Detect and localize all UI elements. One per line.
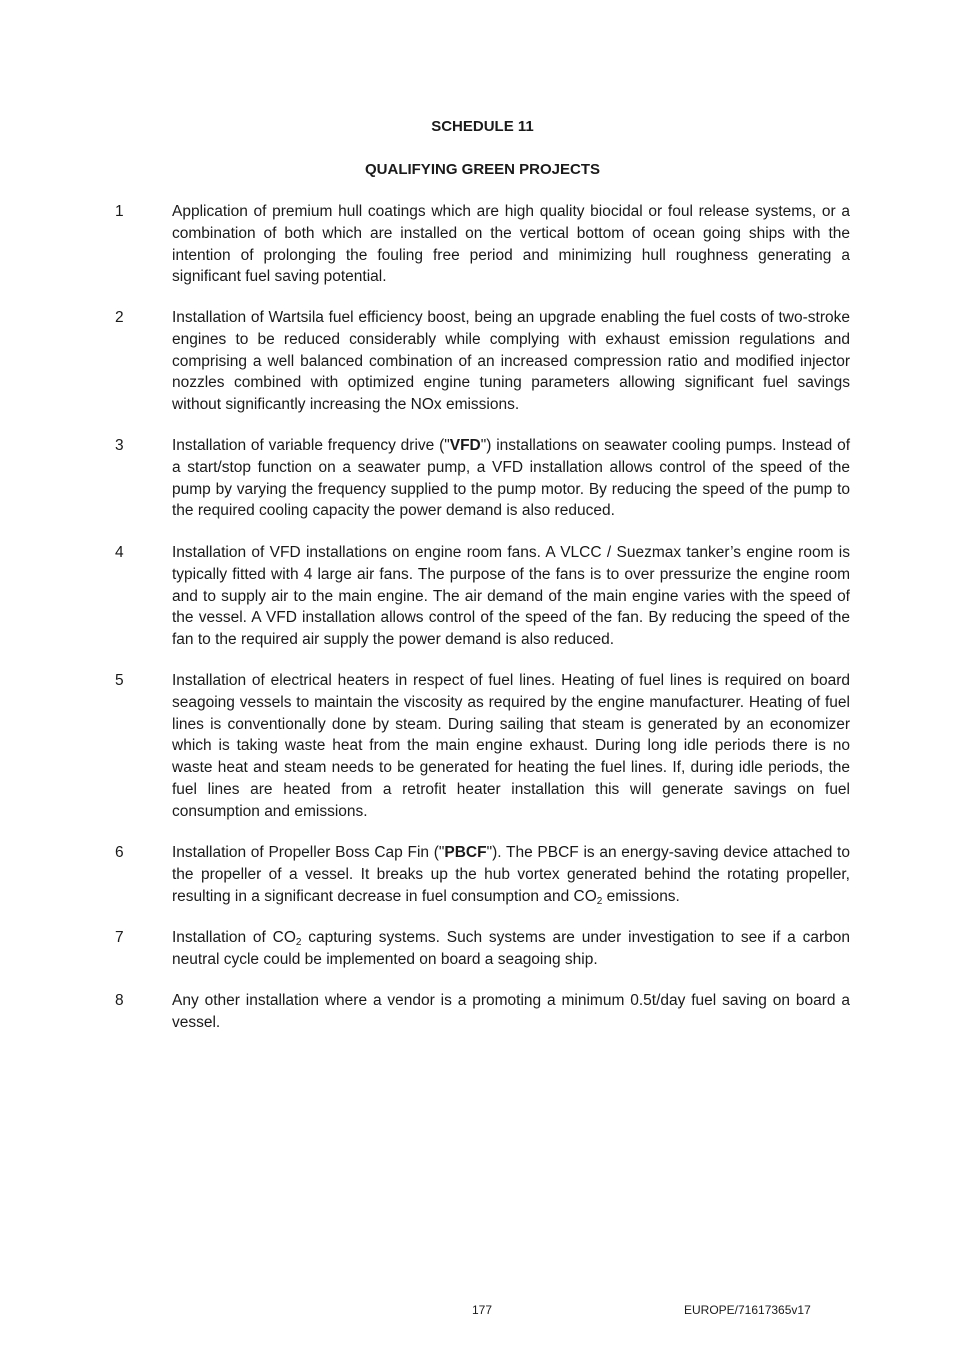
item-number: 7 xyxy=(115,929,124,946)
item-text xyxy=(172,927,850,971)
item-text: Installation of Wartsila fuel efficiency boost, being an upgrade enabling the fuel costs of two-stroke engines to be reduced considerably while complying with exhaust emission regulations and comprising a well balanced combination of an increased compression ratio and modified injector nozzles combined with optimized engine tuning parameters allowing significant fuel savings without significantly increasing the NOx emissions. xyxy=(172,309,850,414)
item-text xyxy=(172,435,850,522)
item-number: 5 xyxy=(115,672,124,689)
item-number: 6 xyxy=(115,844,124,861)
item-number: 3 xyxy=(115,437,124,454)
item-text: Any other installation where a vendor is a promoting a minimum 0.5t/day fuel saving on board a vessel. xyxy=(172,992,850,1031)
defined-term: VFD xyxy=(449,437,481,454)
item-text-part: ") installations on seawater cooling pumps. Instead of a start/stop function on a seawater pump, a VFD installation allows control of the speed of the pump by varying the frequency supplied to the pump motor. By reducing the speed of the pump to the required cooling capacity the power demand is also reduced. xyxy=(172,437,851,520)
defined-term: PBCF xyxy=(444,844,487,861)
document-reference: EUROPE/71617365v17 xyxy=(684,1303,811,1317)
subscript: 2 xyxy=(295,937,302,948)
item-number: 2 xyxy=(115,309,124,326)
item-text: Installation of VFD installations on engine room fans. A VLCC / Suezmax tanker’s engine room is typically fitted with 4 large air fans. The purpose of the fans is to over pressurize the engine room and to supply air to the main engine. The air demand of the main engine varies with the speed of the vessel. A VFD installation allows control of the speed of the fan. By reducing the speed of the fan to the required air supply the power demand is also reduced. xyxy=(172,544,850,649)
item-text-part: "). The PBCF is an energy-saving device attached to the propeller of a vessel. It breaks up the hub vortex generated behind the rotating propeller, resulting in a significant decrease in fuel consumption and CO xyxy=(172,844,850,905)
item-text-part: Installation of CO xyxy=(172,929,296,946)
section-title: QUALIFYING GREEN PROJECTS xyxy=(364,161,601,178)
item-text: Installation of electrical heaters in respect of fuel lines. Heating of fuel lines is required on board seagoing vessels to maintain the viscosity as required by the engine manufacturer. Heating of fuel lines is conventionally done by steam. During sailing that steam is generated by an economizer which is taking waste heat from the main engine exhaust. During long idle periods there is no waste heat and steam needs to be generated for heating the fuel lines. If, during idle periods, the fuel lines are heated from a retrofit heater installation this will generate savings on fuel consumption and emissions. xyxy=(172,672,850,820)
item-number: 8 xyxy=(115,992,124,1009)
subscript: 2 xyxy=(596,895,603,907)
page-number: 177 xyxy=(471,1303,493,1317)
item-text-part: emissions. xyxy=(602,887,680,905)
item-number: 1 xyxy=(115,203,124,220)
item-number: 4 xyxy=(115,544,124,561)
schedule-title: SCHEDULE 11 xyxy=(431,118,534,135)
item-text xyxy=(172,842,850,907)
item-text: Application of premium hull coatings which are high quality biocidal or foul release systems, or a combination of both which are installed on the vertical bottom of ocean going ships with the intention of prolonging the fouling free period and minimizing hull roughness generating a significant fuel saving potential. xyxy=(172,203,850,286)
item-text-part: Installation of Propeller Boss Cap Fin (" xyxy=(172,844,445,861)
item-text-part: capturing systems. Such systems are under investigation to see if a carbon neutral cycle could be implemented on board a seagoing ship. xyxy=(172,929,850,968)
item-text-part: Installation of variable frequency drive (" xyxy=(172,437,450,454)
